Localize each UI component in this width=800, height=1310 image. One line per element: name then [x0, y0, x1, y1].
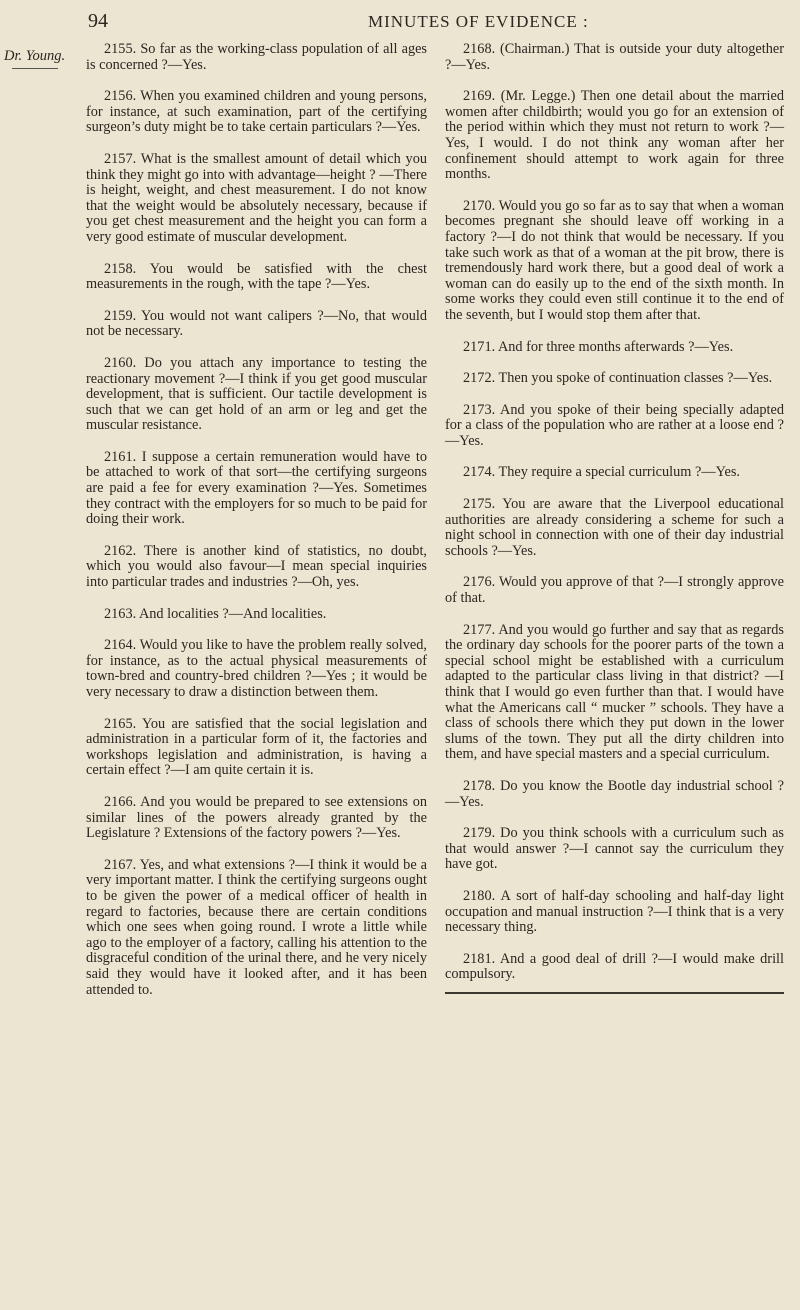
- question-2174: 2174. They require a special curriculum ?—Yes.: [463, 464, 740, 481]
- question-2156: 2156. When you examined children and young persons, for instance, at such examination, part of the certifying surgeon’s duty might be to take certain particulars ?—Yes.: [86, 88, 427, 136]
- question-2155: 2155. So far as the working-class population of all ages is concerned ?—Yes.: [86, 41, 427, 73]
- page-number: 94: [88, 10, 108, 32]
- question-2180: 2180. A sort of half-day schooling and half-day light occupation and manual instruction ?—I think that is a very necessary thing.: [445, 887, 784, 936]
- running-head: MINUTES OF EVIDENCE :: [368, 12, 589, 31]
- question-2181: 2181. And a good deal of drill ?—I would make drill compulsory.: [445, 950, 784, 983]
- witness-underline: [12, 68, 58, 69]
- witness-name: Dr. Young.: [4, 48, 66, 64]
- question-2163: 2163. And localities ?—And localities.: [104, 605, 327, 622]
- question-2161: 2161. I suppose a certain remuneration would have to be attached to work of that sort—the certifying surgeons are paid a fee for every examination ?—Yes. Sometimes they contract with the employers for so much to be paid for doing their work.: [86, 448, 427, 528]
- question-2172: 2172. Then you spoke of continuation classes ?—Yes.: [463, 370, 773, 387]
- right-column: [445, 42, 784, 999]
- question-2176: 2176. Would you approve of that ?—I strongly approve of that.: [445, 574, 784, 607]
- question-2158: 2158. You would be satisfied with the chest measurements in the rough, with the tape ?—Yes.: [86, 260, 427, 293]
- question-2173: 2173. And you spoke of their being specially adapted for a class of the population who are rather at a loose end ? —Yes.: [445, 401, 784, 449]
- question-2170: 2170. Would you go so far as to say that when a woman becomes pregnant she should leave off working in a factory ?—I do not think that would be necessary. If you take such work as that of a woman at the pit brow, there is tremendously hard work there, but a good deal of work a woman can do easily up to the end of the sixth month. In some works they could even still continue it to the end of the seventh, but I would stop them after that.: [445, 197, 784, 323]
- question-2168: 2168. (Chairman.) That is outside your duty altogether ?—Yes.: [445, 41, 784, 73]
- question-2159: 2159. You would not want calipers ?—No, that would not be necessary.: [86, 307, 427, 340]
- left-column: [86, 42, 427, 1014]
- section-end-rule: [445, 992, 784, 994]
- question-2178: 2178. Do you know the Bootle day industrial school ? —Yes.: [445, 777, 784, 810]
- question-2164: 2164. Would you like to have the problem really solved, for instance, as to the actual physical measurements of town-bred and country-bred children ?—Yes ; it would be very necessary to draw a distinction between them.: [86, 637, 427, 700]
- question-2177: 2177. And you would go further and say that as regards the ordinary day schools for the poorer parts of the town a special school might be established with a curriculum adapted to the particular class living in that district? —I think that I would go even further than that. I would have what the Americans call “ mucker ” schools. They have a class of schools there which they put down in the lower slums of the town. They put all the dirty children into them, and have special masters and a special curriculum.: [445, 621, 784, 763]
- question-2160: 2160. Do you attach any importance to testing the reactionary movement ?—I think if you get good muscular development, that is sufficient. Our tactile development is such that we can get hold of an arm or leg and get the muscular resistance.: [86, 354, 427, 434]
- question-2175: 2175. You are aware that the Liverpool educational authorities are already considering a scheme for such a night school in connection with one of their day industrial schools ?—Yes.: [445, 496, 784, 559]
- question-2179: 2179. Do you think schools with a curriculum such as that would answer ?—I cannot say the curriculum they have got.: [445, 825, 784, 873]
- question-2171: 2171. And for three months afterwards ?—Yes.: [463, 338, 734, 355]
- question-2166: 2166. And you would be prepared to see extensions on similar lines of the powers already granted by the Legislature ? Extensions of the factory powers ?—Yes.: [86, 793, 427, 842]
- question-2165: 2165. You are satisfied that the social legislation and administration in a particular form of it, the factories and workshops legislation and administration, is having a certain effect ?—I am quite certain it is.: [86, 715, 427, 779]
- question-2157: 2157. What is the smallest amount of detail which you think they might go into with advantage—height ? —There is height, weight, and chest measurement. I do not know that the weight would be absolutely necessary, because if you get chest measurement and the height you can form a very good estimate of muscular development.: [86, 150, 427, 245]
- question-2167: 2167. Yes, and what extensions ?—I think it would be a very important matter. I think the certifying surgeons ought to be given the power of a medical officer of health in regard to factories, because there are certain conditions which one sees when going round. I wrote a little while ago to the employer of a factory, calling his attention to the disgraceful condition of the urinal there, and he very nicely said they would have it looked after, and it has been attended to.: [86, 856, 427, 998]
- question-2169: 2169. (Mr. Legge.) Then one detail about the married women after childbirth; would you go for an extension of the period within which they must not return to work ?—Yes, I would. I do not think any woman after her confinement should attempt to work again for three months.: [445, 88, 784, 183]
- question-2162: 2162. There is another kind of statistics, no doubt, which you would also favour—I mean special inquiries into particular trades and industries ?—Oh, yes.: [86, 542, 427, 591]
